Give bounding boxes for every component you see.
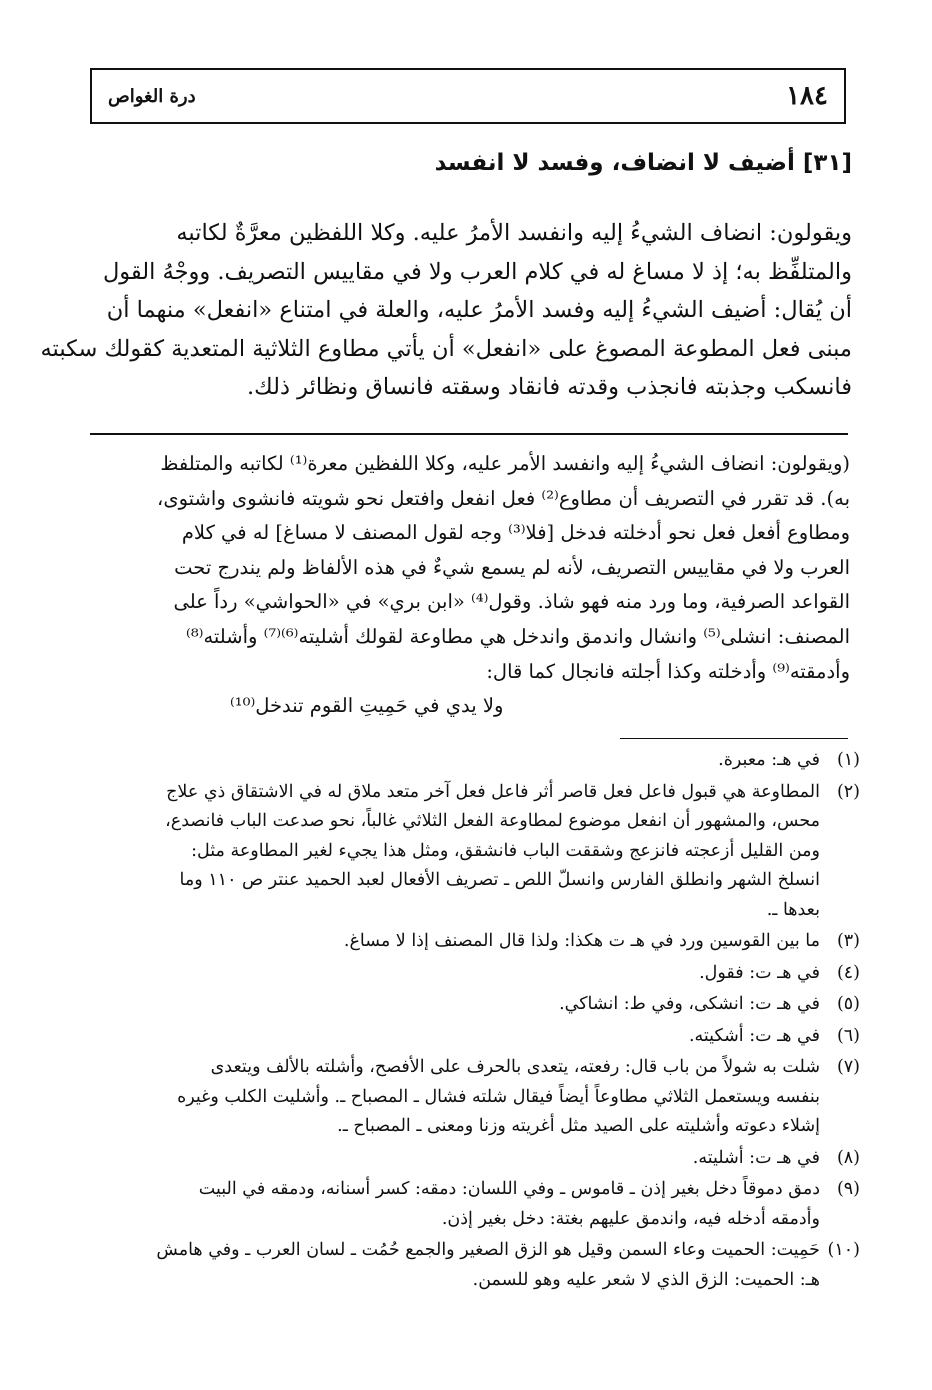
footnotes — [80, 746, 860, 1297]
footnote-text: إشلاء دعوته وأشليته على الصيد مثل أغريته وزنا ومعنى ـ المصباح ـ. — [337, 1116, 820, 1136]
commentary-line: ومطاوع أفعل فعل نحو أدخلته فدخل [فلا⁽³⁾ وجه لقول المصنف لا مساغ] له في كلام — [181, 521, 850, 545]
footnote-divider — [620, 738, 848, 739]
page-number: ١٨٤ — [786, 81, 828, 111]
footnote — [80, 746, 860, 776]
verse-line: ولا يدي في حَمِيتِ القوم تندخل⁽¹⁰⁾ — [230, 694, 504, 718]
footnote-text: محس، والمشهور أن انفعل موضوع لمطاوعة الفعل الثلاثي غالباً، نحو صدعت الباب فانصدع، — [165, 811, 820, 831]
footnote-number: (٦) — [836, 1025, 860, 1046]
footnote-number: (٣) — [836, 931, 860, 951]
footnote-number: (٢) — [836, 781, 860, 802]
footnote-text: في هـ ت: فقول. — [699, 962, 820, 983]
footnote — [80, 990, 860, 1020]
section-divider — [90, 433, 848, 435]
footnote-text: دمق دموقاً دخل بغير إذن ـ قاموس ـ وفي اللسان: دمقه: كسر أسنانه، ودمقه في البيت — [198, 1179, 820, 1199]
footnote-text: بعدها ـ. — [766, 899, 820, 920]
footnote — [80, 1236, 860, 1295]
footnote-number: (٥) — [836, 994, 860, 1014]
footnote-text: حَمِيت: الحميت وعاء السمن وقيل هو الزق الصغير والجمع حُمُت ـ لسان العرب ـ وفي هامش — [156, 1240, 820, 1260]
footnote — [80, 1053, 860, 1142]
footnote-number: (٤) — [836, 962, 860, 983]
footnote-number: (١) — [836, 750, 860, 770]
footnote-number: (٨) — [836, 1147, 860, 1168]
footnote-text: في هـ ت: أشكيته. — [688, 1025, 820, 1046]
footnote-text: في هـ ت: أشليته. — [692, 1147, 820, 1168]
footnote-text: هـ: الحميت: الزق الذي لا شعر عليه وهو للسمن. — [472, 1269, 820, 1290]
commentary-line: (ويقولون: انضاف الشيءُ إليه وانفسد الأمر عليه، وكلا اللفظين معرة⁽¹⁾ لكاتبه والمتلفظ — [160, 452, 850, 475]
footnote — [80, 1022, 860, 1052]
running-header — [90, 68, 846, 124]
footnote-text: وأدمقه أدخله فيه، واندمق عليهم بغتة: دخل بغير إذن. — [441, 1208, 820, 1229]
footnote-text: في هـ ت: انشكى، وفي ط: انشاكي. — [559, 994, 820, 1014]
main-text-line: والمتلفِّظ به؛ إذ لا مساغ له في كلام العرب ولا في مقاييس التصريف. ووجْهُ القول — [102, 258, 852, 285]
commentary-line: القواعد الصرفية، وما ورد منه فهو شاذ. وقول⁽⁴⁾ «ابن بري» في «الحواشي» رداً على — [173, 590, 850, 614]
commentary-line: العرب ولا في مقاييس التصريف، لأنه لم يسمع شيءٌ في هذه الألفاظ ولم يندرج تحت — [174, 555, 850, 579]
commentary-line: وأدمقته⁽⁹⁾ وأدخلته وكذا أجلته فانجال كما قال: — [486, 659, 850, 683]
main-text-line: فانسكب وجذبته فانجذب وقدته فانقاد وسقته فانساق ونظائر ذلك. — [247, 374, 852, 401]
footnote-number: (٩) — [836, 1179, 860, 1199]
book-title: درة الغواص — [108, 85, 196, 107]
footnote — [80, 927, 860, 957]
section-title: [٣١] أضيف لا انضاف، وفسد لا انفسد — [434, 150, 852, 176]
commentary — [80, 447, 850, 724]
main-text-line: مبنى فعل المطوعة المصوغ على «انفعل» أن يأتي مطاوع الثلاثية المتعدية كقولك سكبته — [40, 335, 852, 362]
main-text-line: أن يُقال: أضيف الشيءُ إليه وفسد الأمرُ عليه، والعلة في امتناع «انفعل» منهما أن — [106, 297, 852, 324]
footnote-text: في هـ: معبرة. — [718, 750, 820, 770]
footnote — [80, 959, 860, 989]
footnote-text: بنفسه ويستعمل الثلاثي مطاوعاً أيضاً فيقال شلته فشال ـ المصباح ـ. وأشليت الكلب وغيره — [177, 1086, 820, 1107]
commentary-line: المصنف: انشلى⁽⁵⁾ وانشال واندمق واندخل هي مطاوعة لقولك أشليته⁽⁶⁾⁽⁷⁾ وأشلته⁽⁸⁾ — [186, 624, 850, 648]
footnote — [80, 1144, 860, 1174]
footnote-text: ما بين القوسين ورد في هـ ت هكذا: ولذا قال المصنف إذا لا مساغ. — [343, 931, 820, 951]
footnote-text: المطاوعة هي قبول فاعل فعل قاصر أثر فاعل فعل آخر متعد ملاق له في الاشتقاق ذي علاج — [166, 781, 820, 802]
main-text-line: ويقولون: انضاف الشيءُ إليه وانفسد الأمرُ عليه. وكلا اللفظين معرَّةٌ لكاتبه — [176, 220, 852, 246]
footnote-text: انسلخ الشهر وانطلق الفارس وانسلّ اللص ـ تصريف الأفعال لعبد الحميد عنتر ص ١١٠ وما — [179, 870, 820, 890]
footnote — [80, 1175, 860, 1234]
footnote-text: ومن القليل أزعجته فانزعج وشققت الباب فانشقق، ومثل هذا يجيء لغير المطاوعة مثل: — [191, 840, 820, 861]
footnote-number: (٧) — [836, 1057, 860, 1077]
main-text — [40, 214, 852, 407]
footnote — [80, 778, 860, 926]
footnote-text: شلت به شولاً من باب قال: رفعته، يتعدى بالحرف على الأفصح، وأشلته بالألف ويتعدى — [210, 1057, 820, 1077]
footnote-number: (١٠) — [827, 1240, 860, 1260]
commentary-line: به). قد تقرر في التصريف أن مطاوع⁽²⁾ فعل انفعل وافتعل نحو شويته فانشوى واشتوى، — [157, 486, 850, 510]
